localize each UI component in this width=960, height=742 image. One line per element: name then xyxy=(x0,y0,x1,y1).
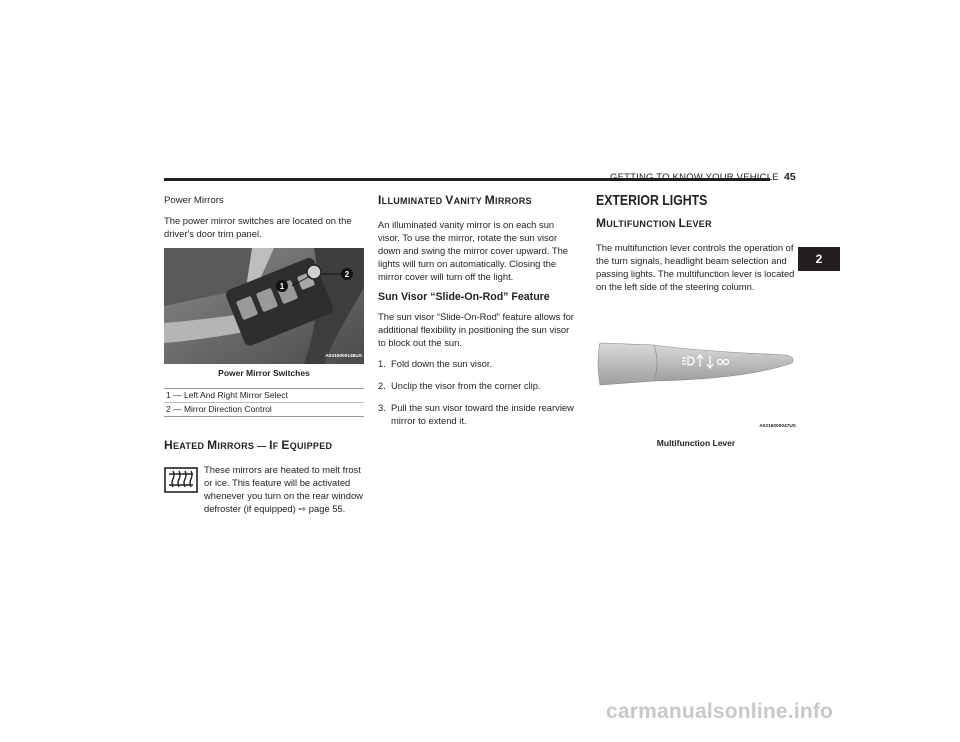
page-reference-link[interactable]: ⇨ page 55. xyxy=(298,503,346,514)
figure-legend xyxy=(164,388,364,417)
arrow-right-icon: ⇨ xyxy=(298,503,307,514)
callout-2: 2 xyxy=(341,268,353,280)
heated-mirrors-heading: HEATED MIRRORS — IF EQUIPPED xyxy=(164,438,333,452)
power-mirrors-heading: Power Mirrors xyxy=(164,195,224,206)
list-item: 3. Pull the sun visor toward the inside rearview mirror to extend it. xyxy=(378,402,574,426)
sun-visor-heading: Sun Visor “Slide-On-Rod” Feature xyxy=(378,291,550,303)
multifunction-lever-illustration xyxy=(596,337,796,433)
list-item: 1. Fold down the sun visor. xyxy=(378,358,493,369)
heated-mirrors-body: These mirrors are heated to melt frost or ice. This feature will be activated whenever you turn on the rear window defroster (if equipped) ⇨ page 55. xyxy=(204,464,363,514)
vanity-mirrors-body: An illuminated vanity mirror is on each sun visor. To use the mirror, rotate the sun visor down and swing the mirror cover upward. The lights will turn on automatically. Closing the mirror cover will turn off the light. xyxy=(378,219,569,282)
column-left xyxy=(164,194,364,515)
sun-visor-steps xyxy=(378,357,578,427)
power-mirrors-body: The power mirror switches are located on the driver's door trim panel. xyxy=(164,215,352,239)
footer-watermark: carmanualsonline.info xyxy=(606,700,834,723)
heated-mirrors-content xyxy=(164,463,364,515)
chapter-tab[interactable]: 2 xyxy=(798,247,840,271)
multifunction-lever-heading: MULTIFUNCTION LEVER xyxy=(596,216,712,230)
column-middle xyxy=(378,194,578,436)
power-mirror-switches-photo xyxy=(164,248,364,364)
legend-row: 2 — Mirror Direction Control xyxy=(166,404,272,414)
lever-drawing xyxy=(596,337,796,427)
multifunction-lever-body: The multifunction lever controls the operation of the turn signals, headlight beam selection and passing lights. The multifunction lever is located on the left side of the steering column. xyxy=(596,242,795,292)
figure-caption: Power Mirror Switches xyxy=(218,368,310,378)
sun-visor-body: The sun visor “Slide-On-Rod” feature allows for additional flexibility in positioning the sun visor to block out the sun. xyxy=(378,311,574,348)
rear-window-defroster-icon xyxy=(164,467,204,499)
exterior-lights-heading: EXTERIOR LIGHTS xyxy=(596,192,708,209)
door-panel-illustration xyxy=(164,248,364,364)
lever-caption: Multifunction Lever xyxy=(656,438,736,448)
page-number: 45 xyxy=(784,171,796,183)
legend-row: 1 — Left And Right Mirror Select xyxy=(164,389,364,403)
illuminated-vanity-mirrors-heading: ILLUMINATED VANITY MIRRORS xyxy=(378,193,532,207)
header-section-title: GETTING TO KNOW YOUR VEHICLE xyxy=(610,172,779,183)
column-right xyxy=(596,194,796,450)
callout-1: 1 xyxy=(276,280,288,292)
figure-code: A0315000148US xyxy=(325,354,362,359)
list-item: 2. Unclip the visor from the corner clip. xyxy=(378,380,541,391)
lever-figure-code: A0216000047US xyxy=(759,424,796,429)
